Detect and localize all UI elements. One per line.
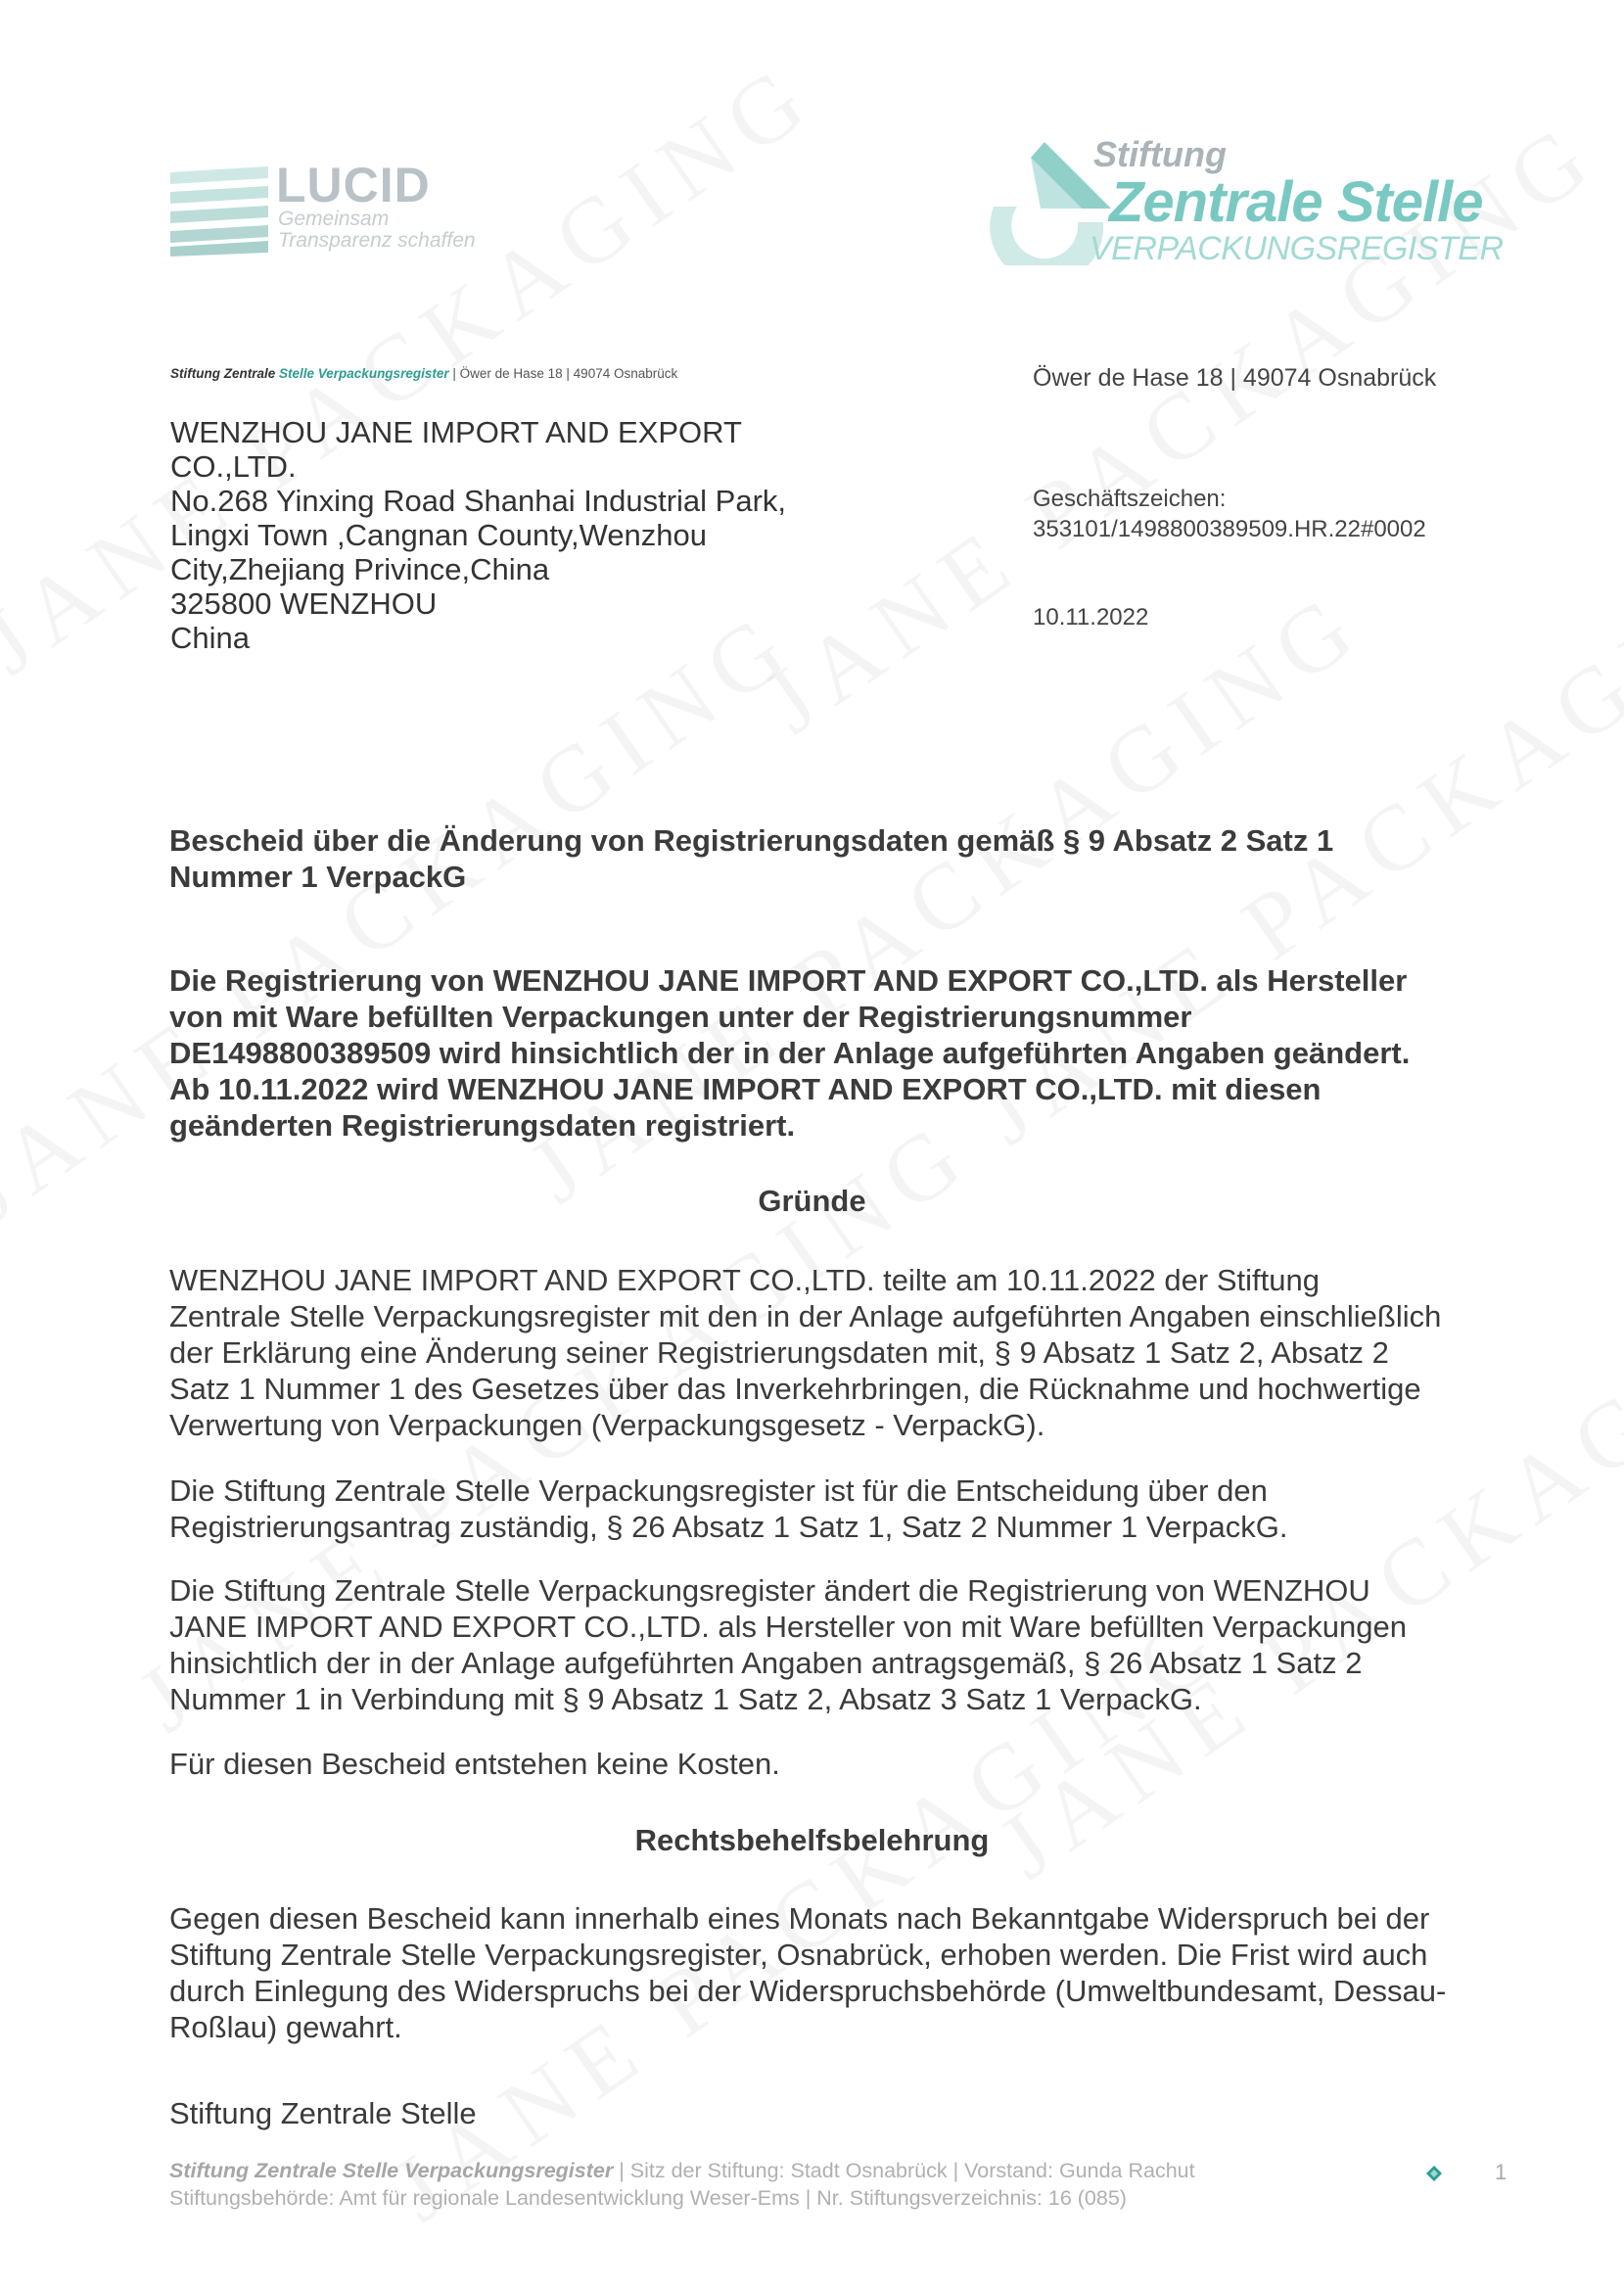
info-address: Öwer de Hase 18 | 49074 Osnabrück (1033, 364, 1437, 392)
decision-text (169, 962, 1501, 1144)
paragraph-line: Gegen diesen Bescheid kann innerhalb eines Monats nach Bekanntgabe Widerspruch bei der (169, 1901, 1430, 1936)
footer-line-1 (169, 2157, 1195, 2184)
closing-signature: Stiftung Zentrale Stelle (169, 2096, 477, 2130)
lucid-tagline-2: Transparenz schaffen (278, 229, 476, 252)
paragraph-line: Die Stiftung Zentrale Stelle Verpackungsregister ändert die Registrierung von WENZHOU (169, 1573, 1370, 1608)
lucid-logo (166, 157, 499, 264)
decision-line: DE1498800389509 wird hinsichtlich der in der Anlage aufgeführten Angaben geändert. (169, 1036, 1411, 1070)
page-number: 1 (1495, 2160, 1508, 2184)
reference-value: 353101/1498800389509.HR.22#0002 (1033, 516, 1426, 542)
recipient-line: Lingxi Town ,Cangnan County,Wenzhou (170, 518, 708, 552)
paragraph-line: der Erklärung eine Änderung seiner Registrierungsdaten mit, § 9 Absatz 1 Satz 2, Absatz 2 (169, 1335, 1389, 1370)
footer-line-1-rest: | Sitz der Stiftung: Stadt Osnabrück | Vorstand: Gunda Rachut (619, 2159, 1195, 2182)
recipient-line: No.268 Yinxing Road Shanhai Industrial Park, (170, 484, 787, 518)
recipient-line: China (170, 621, 250, 655)
sender-org-part1: Stiftung Zentrale (170, 366, 276, 381)
footer (169, 2157, 1195, 2212)
decision-line: von mit Ware befüllten Verpackungen unter der Registrierungsnummer (169, 1000, 1192, 1034)
heading-legal-remedy: Rechtsbehelfsbelehrung (634, 1823, 990, 1857)
subject-line: Nummer 1 VerpackG (169, 860, 467, 894)
paragraph-line: Zentrale Stelle Verpackungsregister mit den in der Anlage aufgeführten Angaben einschließlich (169, 1299, 1442, 1333)
zsvr-line-1: Stiftung (1093, 134, 1227, 174)
subject-line: Bescheid über die Änderung von Registrierungsdaten gemäß § 9 Absatz 2 Satz 1 (169, 823, 1334, 858)
reference-label: Geschäftszeichen: (1033, 486, 1227, 512)
sender-line (170, 366, 677, 381)
paragraph-2 (169, 1472, 1501, 1545)
lucid-name: LUCID (276, 158, 431, 212)
heading-reasons: Gründe (758, 1184, 866, 1218)
lucid-stack-icon (166, 163, 276, 257)
decision-line: Die Registrierung von WENZHOU JANE IMPORT AND EXPORT CO.,LTD. als Hersteller (169, 963, 1408, 998)
lucid-tagline-1: Gemeinsam (278, 208, 390, 230)
footer-org: Stiftung Zentrale Stelle Verpackungsregister (169, 2159, 614, 2182)
paragraph-3 (169, 1572, 1501, 1717)
sender-org-part2: Stelle Verpackungsregister (279, 366, 449, 381)
decision-line: geänderten Registrierungsdaten registriert. (169, 1108, 796, 1143)
paragraph-line: JANE IMPORT AND EXPORT CO.,LTD. als Hersteller von mit Ware befüllten Verpackungen (169, 1610, 1408, 1644)
zsvr-line-3: VERPACKUNGSREGISTER (1090, 230, 1504, 267)
footer-line-2: Stiftungsbehörde: Amt für regionale Landesentwicklung Weser-Ems | Nr. Stiftungsverzeichnis: 16 (085) (169, 2186, 1127, 2210)
paragraph-line: WENZHOU JANE IMPORT AND EXPORT CO.,LTD. teilte am 10.11.2022 der Stiftung (169, 1263, 1320, 1297)
paragraph-line: Nummer 1 in Verbindung mit § 9 Absatz 1 Satz 2, Absatz 3 Satz 1 VerpackG. (169, 1682, 1202, 1716)
paragraph-line: durch Einlegung des Widerspruchs bei der Widerspruchsbehörde (Umweltbundesamt, Dessau- (169, 1974, 1447, 2008)
zsvr-logo (984, 132, 1522, 269)
paragraph-line: Registrierungsantrag zuständig, § 26 Absatz 1 Satz 1, Satz 2 Nummer 1 VerpackG. (169, 1510, 1288, 1544)
paragraph-line: Roßlau) gewahrt. (169, 2010, 402, 2044)
paragraph-line: Die Stiftung Zentrale Stelle Verpackungsregister ist für die Entscheidung über den (169, 1473, 1268, 1508)
paragraph-line: Verwertung von Verpackungen (Verpackungsgesetz - VerpackG). (169, 1408, 1045, 1442)
paragraph-line: Stiftung Zentrale Stelle Verpackungsregister, Osnabrück, erhoben werden. Die Frist wird auch (169, 1938, 1428, 1972)
paragraph-1 (169, 1262, 1501, 1443)
reference-block (1033, 484, 1426, 544)
recipient-address (170, 415, 856, 655)
recipient-line: City,Zhejiang Privince,China (170, 552, 550, 586)
document-date: 10.11.2022 (1033, 604, 1149, 631)
paragraph-line: Für diesen Bescheid entstehen keine Kosten. (169, 1747, 780, 1781)
sender-address: | Öwer de Hase 18 | 49074 Osnabrück (452, 366, 678, 381)
decision-line: Ab 10.11.2022 wird WENZHOU JANE IMPORT AND EXPORT CO.,LTD. mit diesen (169, 1072, 1322, 1106)
diamond-icon (1425, 2165, 1443, 2182)
recipient-line: 325800 WENZHOU (170, 586, 438, 621)
recipient-line: WENZHOU JANE IMPORT AND EXPORT (170, 415, 742, 449)
paragraph-5 (169, 1900, 1501, 2045)
paragraph-line: Satz 1 Nummer 1 des Gesetzes über das Inverkehrbringen, die Rücknahme und hochwertige (169, 1372, 1421, 1406)
zsvr-line-2: Zentrale Stelle (1109, 170, 1483, 234)
recipient-line: CO.,LTD. (170, 449, 297, 484)
subject (169, 822, 1462, 895)
paragraph-line: hinsichtlich der in der Anlage aufgeführten Angaben antragsgemäß, § 26 Absatz 1 Satz 2 (169, 1646, 1363, 1680)
paragraph-4 (169, 1746, 1501, 1782)
watermark-text (0, 587, 814, 1244)
